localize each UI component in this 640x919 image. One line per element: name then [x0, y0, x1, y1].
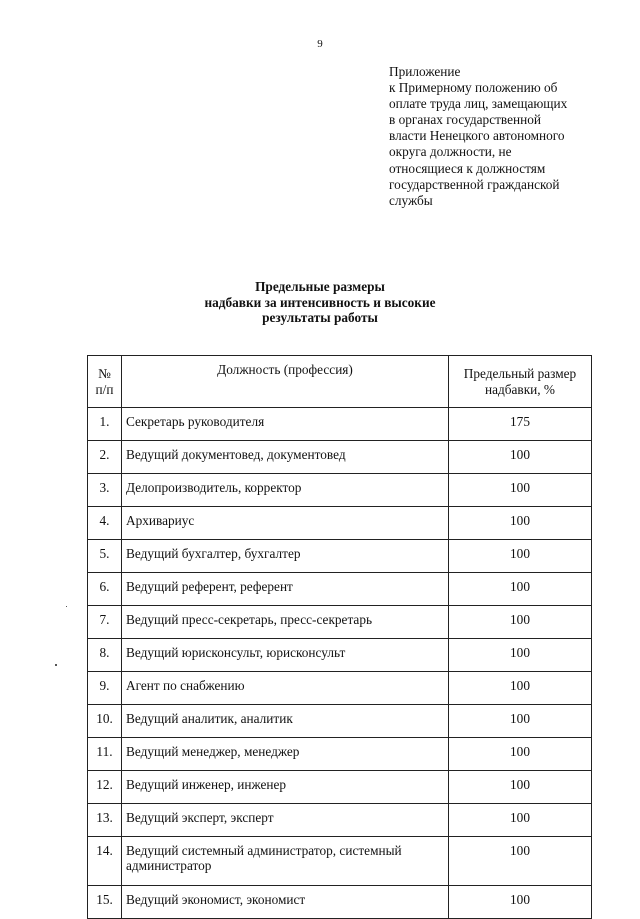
scan-speck	[55, 664, 57, 666]
row-number: 15.	[88, 886, 122, 919]
row-value: 100	[449, 837, 592, 886]
row-value: 175	[449, 408, 592, 441]
header-number-line1: №	[98, 366, 111, 381]
header-value	[449, 356, 592, 408]
row-value: 100	[449, 540, 592, 573]
row-value: 100	[449, 507, 592, 540]
row-value: 100	[449, 672, 592, 705]
row-value: 100	[449, 441, 592, 474]
row-value: 100	[449, 639, 592, 672]
appendix-note	[389, 64, 609, 209]
appendix-line: службы	[389, 192, 433, 208]
appendix-line: власти Ненецкого автономного	[389, 128, 565, 144]
page-number: 9	[317, 38, 323, 50]
row-position: Ведущий референт, референт	[122, 573, 449, 606]
appendix-line: оплате труда лиц, замещающих	[389, 96, 568, 112]
row-value: 100	[449, 606, 592, 639]
row-position: Агент по снабжению	[122, 672, 449, 705]
table-row	[88, 408, 592, 441]
table-row	[88, 474, 592, 507]
row-position: Ведущий менеджер, менеджер	[122, 738, 449, 771]
row-position: Ведущий системный администратор, системный администратор	[122, 837, 449, 886]
table-row	[88, 738, 592, 771]
table-row	[88, 771, 592, 804]
header-position: Должность (профессия)	[122, 356, 449, 408]
row-position: Ведущий аналитик, аналитик	[122, 705, 449, 738]
row-number: 12.	[88, 771, 122, 804]
row-number: 6.	[88, 573, 122, 606]
row-number: 7.	[88, 606, 122, 639]
row-number: 13.	[88, 804, 122, 837]
table-row	[88, 606, 592, 639]
table-row	[88, 573, 592, 606]
row-value: 100	[449, 705, 592, 738]
table-row	[88, 672, 592, 705]
row-position: Архивариус	[122, 507, 449, 540]
appendix-line: относящиеся к должностям	[389, 160, 546, 176]
row-value: 100	[449, 738, 592, 771]
row-number: 5.	[88, 540, 122, 573]
title-line: Предельные размеры	[255, 279, 385, 294]
header-value-line1: Предельный размер	[463, 366, 577, 381]
row-position: Ведущий инженер, инженер	[122, 771, 449, 804]
appendix-line: государственной гражданской	[389, 176, 560, 192]
row-position: Ведущий юрисконсульт, юрисконсульт	[122, 639, 449, 672]
row-position: Ведущий пресс-секретарь, пресс-секретарь	[122, 606, 449, 639]
table-row	[88, 441, 592, 474]
appendix-line: Приложение	[389, 64, 461, 79]
row-value: 100	[449, 474, 592, 507]
table-row	[88, 507, 592, 540]
document-title	[0, 279, 640, 326]
row-number: 11.	[88, 738, 122, 771]
table-row	[88, 837, 592, 886]
table-header-row	[88, 356, 592, 408]
row-number: 8.	[88, 639, 122, 672]
header-number	[88, 356, 122, 408]
row-number: 14.	[88, 837, 122, 886]
title-line: надбавки за интенсивность и высокие	[204, 294, 436, 310]
appendix-line: округа должности, не	[389, 144, 512, 160]
table-row	[88, 540, 592, 573]
row-position: Делопроизводитель, корректор	[122, 474, 449, 507]
header-value-line2: надбавки, %	[484, 381, 556, 397]
appendix-line: в органах государственной	[389, 112, 542, 128]
header-number-line2: п/п	[95, 381, 114, 397]
row-number: 10.	[88, 705, 122, 738]
row-value: 100	[449, 573, 592, 606]
row-position: Ведущий документовед, документовед	[122, 441, 449, 474]
row-number: 1.	[88, 408, 122, 441]
row-value: 100	[449, 886, 592, 919]
row-number: 3.	[88, 474, 122, 507]
allowance-table	[87, 355, 592, 919]
row-position: Ведущий бухгалтер, бухгалтер	[122, 540, 449, 573]
row-number: 9.	[88, 672, 122, 705]
scan-speck	[66, 606, 67, 607]
row-position: Ведущий эксперт, эксперт	[122, 804, 449, 837]
row-value: 100	[449, 771, 592, 804]
table-row	[88, 886, 592, 919]
table-row	[88, 705, 592, 738]
row-value: 100	[449, 804, 592, 837]
row-number: 4.	[88, 507, 122, 540]
table-row	[88, 639, 592, 672]
title-line: результаты работы	[262, 310, 378, 325]
row-position: Секретарь руководителя	[122, 408, 449, 441]
appendix-line: к Примерному положению об	[389, 80, 558, 96]
row-position: Ведущий экономист, экономист	[122, 886, 449, 919]
row-number: 2.	[88, 441, 122, 474]
table-row	[88, 804, 592, 837]
